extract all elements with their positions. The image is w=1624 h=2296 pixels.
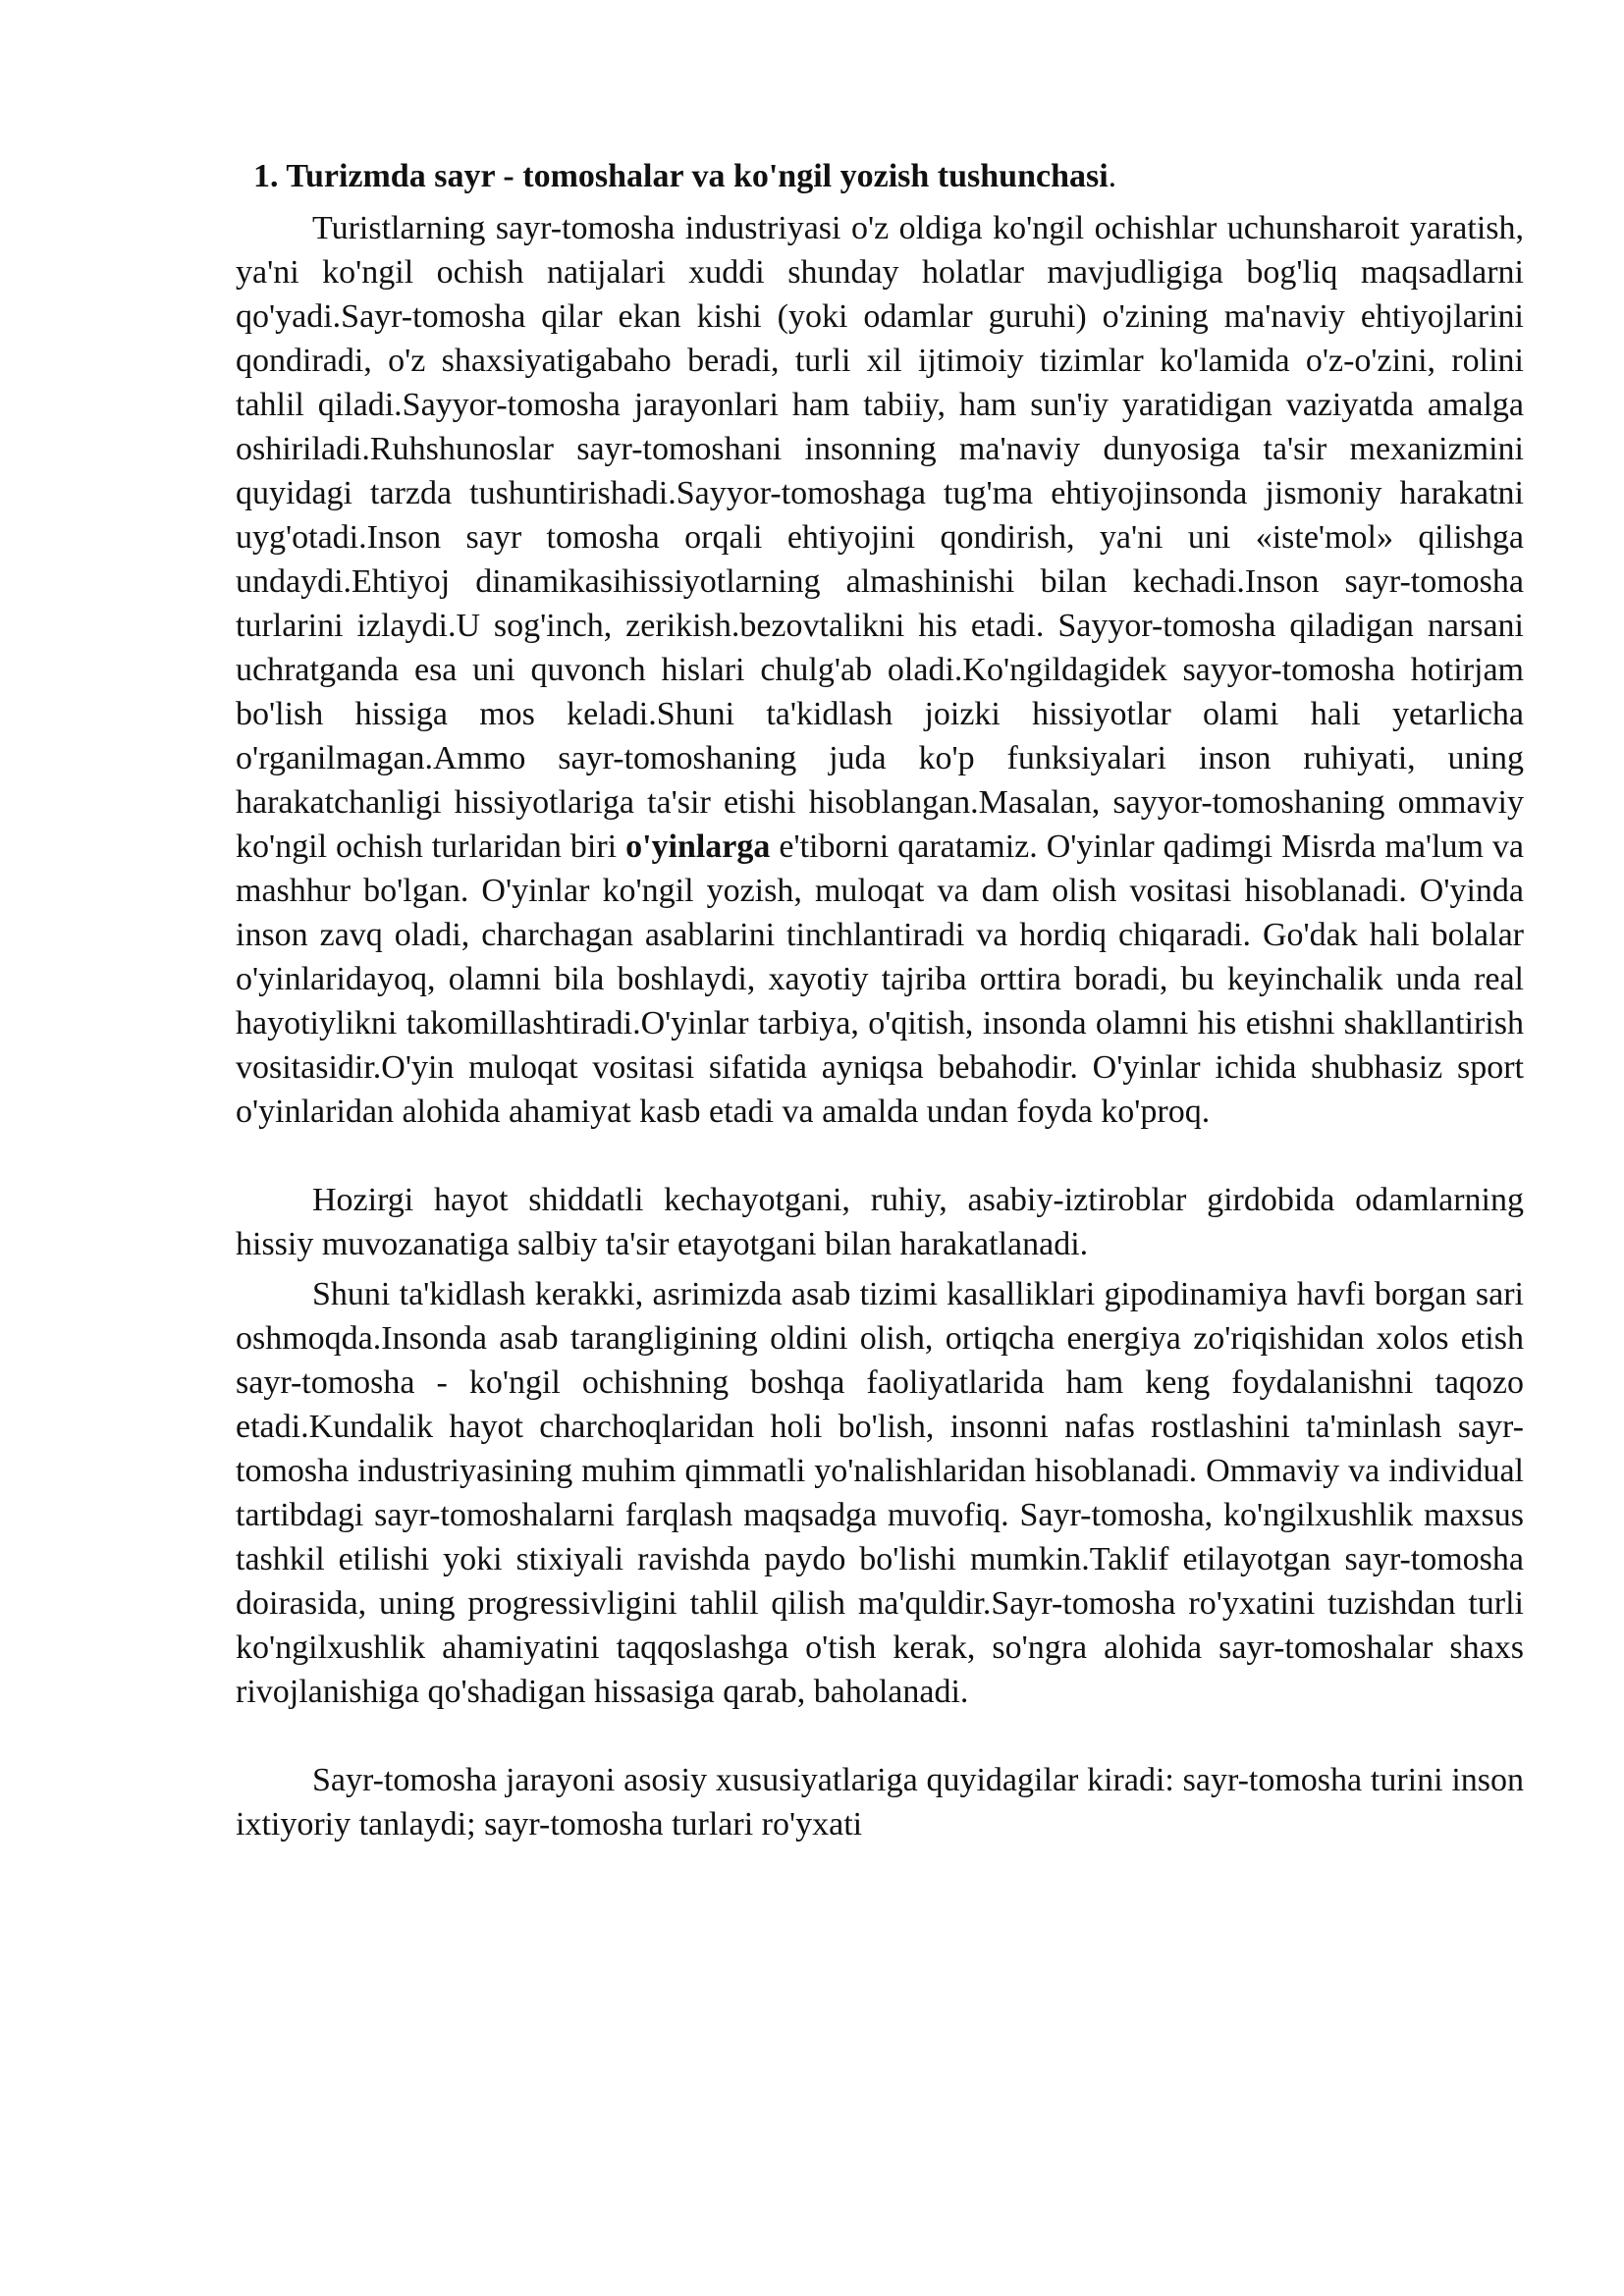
paragraph-4: Sayr-tomosha jarayoni asosiy xususiyatlariga quyidagilar kiradi: sayr-tomosha turini inson ixtiyoriy tanlaydi; sayr-tomosha turlari ro'yxati	[236, 1762, 1524, 1842]
section-heading	[253, 147, 1524, 206]
paragraph-1	[236, 206, 1524, 1134]
section-title-period: .	[1108, 158, 1117, 194]
paragraph-spacer	[236, 1714, 1524, 1758]
paragraph-1-bold-term: o'yinlarga	[625, 828, 771, 865]
document-page	[236, 147, 1524, 1846]
paragraph-3: Shuni ta'kidlash kerakki, asrimizda asab tizimi kasalliklari gipodinamiya havfi borgan sari oshmoqda.Insonda asab tarangligining oldini olish, ortiqcha energiya zo'riqishidan xolos etish sayr-tomosha - ko'ngil ochishning boshqa faoliyatlarida ham keng foydalanishni taqozo etadi.Kundalik hayot charchoqlaridan holi bo'lish, insonni nafas rostlashini ta'minlash sayr-tomosha industriyasining muhim qimmatli yo'nalishlaridan hisoblanadi. Ommaviy va individual tartibdagi sayr-tomoshalarni farqlash maqsadga muvofiq. Sayr-tomosha, ko'ngilxushlik maxsus tashkil etilishi yoki stixiyali ravishda paydo bo'lishi mumkin.Taklif etilayotgan sayr-tomosha doirasida, uning progressivligini tahlil qilish ma'quldir.Sayr-tomosha ro'yxatini tuzishdan turli ko'ngilxushlik ahamiyatini taqqoslashga o'tish kerak, so'ngra alohida sayr-tomoshalar shaxs rivojlanishiga qo'shadigan hissasiga qarab, baholanadi.	[236, 1276, 1524, 1710]
section-title: 1. Turizmda sayr - tomoshalar va ko'ngil yozish tushunchasi	[253, 158, 1109, 194]
paragraph-2: Hozirgi hayot shiddatli kechayotgani, ruhiy, asabiy-iztiroblar girdobida odamlarning hissiy muvozanatiga salbiy ta'sir etayotgani bilan harakatlanadi.	[236, 1182, 1524, 1262]
paragraph-1-text-start: Turistlarning sayr-tomosha industriyasi o'z oldiga ko'ngil ochishlar uchunsharoit yaratish, ya'ni ko'ngil ochish natijalari xuddi shunday holatlar mavjudligiga bog'liq maqsadlarni qo'yadi.Sayr-tomosha qilar ekan kishi (yoki odamlar guruhi) o'zining ma'naviy ehtiyojlarini qondiradi, o'z shaxsiyatigabaho beradi, turli xil ijtimoiy tizimlar ko'lamida o'z-o'zini, rolini tahlil qiladi.Sayyor-tomosha jarayonlari ham tabiiy, ham sun'iy yaratidigan vaziyatda amalga oshiriladi.Ruhshunoslar sayr-tomoshani insonning ma'naviy dunyosiga ta'sir mexanizmini quyidagi tarzda tushuntirishadi.Sayyor-tomoshaga tug'ma ehtiyojinsonda jismoniy harakatni uyg'otadi.Inson sayr tomosha orqali ehtiyojini qondirish, ya'ni uni «iste'mol» qilishga undaydi.Ehtiyoj dinamikasihissiyotlarning almashinishi bilan kechadi.Inson sayr-tomosha turlarini izlaydi.U sog'inch, zerikish.bezovtalikni his etadi. Sayyor-tomosha qiladigan narsani uchratganda esa uni quvonch hislari chulg'ab oladi.Ko'ngildagidek sayyor-tomosha hotirjam bo'lish hissiga mos keladi.Shuni ta'kidlash joizki hissiyotlar olami hali yetarlicha o'rganilmagan.Ammo sayr-tomoshaning juda ko'p funksiyalari inson ruhiyati, uning harakatchanligi hissiyotlariga ta'sir etishi hisoblangan.Masalan, sayyor-tomoshaning ommaviy ko'ngil ochish turlaridan biri	[236, 210, 1524, 865]
paragraph-1-text-end: e'tiborni qaratamiz. O'yinlar qadimgi Misrda ma'lum va mashhur bo'lgan. O'yinlar ko'ngil yozish, muloqat va dam olish vositasi hisoblanadi. O'yinda inson zavq oladi, charchagan asablarini tinchlantiradi va hordiq chiqaradi. Go'dak hali bolalar o'yinlaridayoq, olamni bila boshlaydi, xayotiy tajriba orttira boradi, bu keyinchalik unda real hayotiylikni takomillashtiradi.O'yinlar tarbiya, o'qitish, insonda olamni his etishni shakllantirish vositasidir.O'yin muloqat vositasi sifatida ayniqsa bebahodir. O'yinlar ichida shubhasiz sport o'yinlaridan alohida ahamiyat kasb etadi va amalda undan foyda ko'proq.	[236, 828, 1524, 1130]
paragraph-spacer	[236, 1134, 1524, 1178]
